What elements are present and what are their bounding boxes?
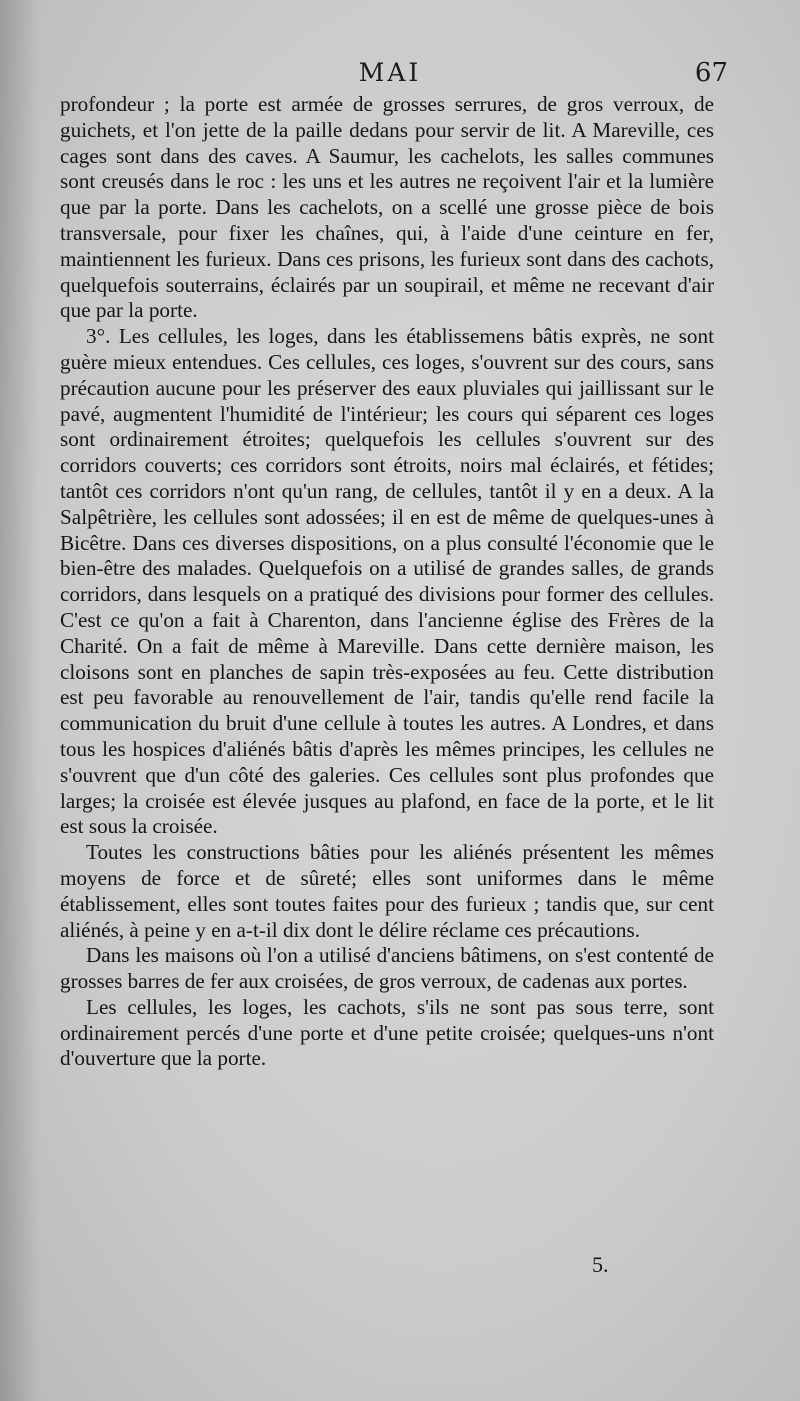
paragraph-constructions: Toutes les constructions bâties pour les aliénés présentent les mêmes moyens de force et de sûreté; elles sont uniformes dans le même établissement, elles sont toutes faites pour des furieux ; tandis que, sur cent aliénés, à peine y en a-t-il dix dont le délire réclame ces précautions.	[60, 840, 714, 942]
body-text	[60, 92, 714, 1072]
paragraph-old-buildings: Dans les maisons où l'on a utilisé d'anciens bâtimens, on s'est contenté de grosses barres de fer aux croisées, de gros verroux, de cadenas aux portes.	[60, 943, 714, 994]
paragraph-openings: Les cellules, les loges, les cachots, s'ils ne sont pas sous terre, sont ordinairement percés d'une porte et d'une petite croisée; quelques-uns n'ont d'ouverture que la porte.	[60, 994, 714, 1071]
paragraph-continuation: profondeur ; la porte est armée de grosses serrures, de gros verroux, de guichets, et l'on jette de la paille dedans pour servir de lit. A Mareville, ces cages sont dans des caves. A Saumur, les cachelots, les salles communes sont creusés dans le roc : les uns et les autres ne reçoivent l'air et la lumière que par la porte. Dans les cachelots, on a scellé une grosse pièce de bois transversale, pour fixer les chaînes, qui, à l'aide d'une ceinture en fer, maintiennent les furieux. Dans ces prisons, les furieux sont dans des cachots, quelquefois souterrains, éclairés par un soupirail, et même ne recevant d'air que par la porte.	[60, 92, 714, 323]
paragraph-cells: 3°. Les cellules, les loges, dans les établissemens bâtis exprès, ne sont guère mieux entendues. Ces cellules, ces loges, s'ouvrent sur des cours, sans précaution aucune pour les préserver des eaux pluviales qui jaillissant sur le pavé, augmentent l'humidité de l'intérieur; les cours qui séparent ces loges sont ordinairement étroites; quelquefois les cellules s'ouvrent sur des corridors couverts; ces corridors sont étroits, noirs mal éclairés, et fétides; tantôt ces corridors n'ont qu'un rang, de cellules, tantôt il y en a deux. A la Salpêtrière, les cellules sont adossées; il en est de même de quelques-unes à Bicêtre. Dans ces diverses dispositions, on a plus consulté l'économie que le bien-être des malades. Quelquefois on a utilisé de grandes salles, de grands corridors, dans lesquels on a pratiqué des divisions pour former des cellules. C'est ce qu'on a fait à Charenton, dans l'ancienne église des Frères de la Charité. On a fait de même à Mareville. Dans cette dernière maison, les cloisons sont en planches de sapin très-exposées au feu. Cette distribution est peu favorable au renouvellement de l'air, tandis qu'elle rend facile la communication du bruit d'une cellule à toutes les autres. A Londres, et dans tous les hospices d'aliénés bâtis d'après les mêmes principes, les cellules ne s'ouvrent que d'un côté des galeries. Ces cellules sont plus profondes que larges; la croisée est élevée jusques au plafond, en face de la porte, et le lit est sous la croisée.	[60, 324, 714, 839]
running-title: MAI	[358, 58, 422, 87]
running-head	[60, 58, 728, 92]
gutter-shadow	[0, 0, 40, 1401]
page-number: 67	[694, 58, 728, 88]
signature-mark: 5.	[592, 1252, 609, 1277]
